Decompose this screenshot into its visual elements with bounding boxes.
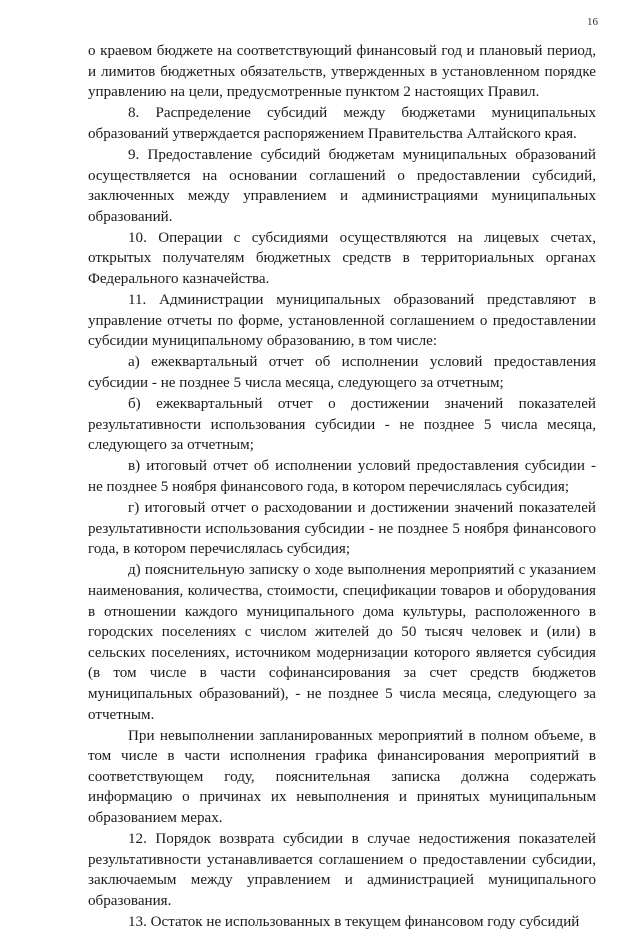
paragraph-item-11: 11. Администрации муниципальных образований представляют в управление отчеты по форме, установленной соглашением о предоставлении субсидии муниципальному образованию, в том числе: <box>88 292 596 350</box>
paragraph-subitem-g: г) итоговый отчет о расходовании и достижении значений показателей результативности использования субсидии - не позднее 5 ноября финансового года, в котором перечислялась субсидия; <box>88 500 596 558</box>
page-number: 16 <box>587 16 598 28</box>
paragraph-nonfulfillment: При невыполнении запланированных мероприятий в полном объеме, в том числе в части исполнения графика финансирования мероприятий в соответствующем году, пояснительная записка должна содержать информацию о причинах их невыполнения и принятых муниципальным образованием мерах. <box>88 727 596 826</box>
paragraph-subitem-v: в) итоговый отчет об исполнении условий предоставления субсидии - не позднее 5 ноября финансового года, в котором перечислялась субсидия; <box>88 458 596 495</box>
paragraph-item-13: 13. Остаток не использованных в текущем финансовом году субсидий <box>128 913 580 930</box>
paragraph-item-8: 8. Распределение субсидий между бюджетами муниципальных образований утверждается распоряжением Правительства Алтайского края. <box>88 105 596 142</box>
paragraph-continuation: о краевом бюджете на соответствующий финансовый год и плановый период, и лимитов бюджетных обязательств, утвержденных в установленном порядке управлению на цели, предусмотренные пунктом 2 настоящих Правил. <box>88 43 596 101</box>
document-body <box>88 41 596 933</box>
paragraph-subitem-d: д) пояснительную записку о ходе выполнения мероприятий с указанием наименования, количества, стоимости, спецификации товаров и оборудования в отношении каждого муниципального дома культуры, расположенного в городских поселениях с числом жителей до 50 тысяч человек и (или) в сельских поселениях, источником модернизации которого является субсидия (в том числе в части софинансирования за счет средств бюджетов муниципальных образований), - не позднее 5 числа месяца, следующего за отчетным. <box>88 562 596 723</box>
paragraph-item-12: 12. Порядок возврата субсидии в случае недостижения показателей результативности устанавливается соглашением о предоставлении субсидии, заключаемым между управлением и администрацией муниципального образования. <box>88 831 596 909</box>
paragraph-subitem-a: а) ежеквартальный отчет об исполнении условий предоставления субсидии - не позднее 5 числа месяца, следующего за отчетным; <box>88 354 596 391</box>
paragraph-subitem-b: б) ежеквартальный отчет о достижении значений показателей результативности использования субсидии - не позднее 5 числа месяца, следующего за отчетным; <box>88 396 596 454</box>
paragraph-item-10: 10. Операции с субсидиями осуществляются на лицевых счетах, открытых получателям бюджетных средств в территориальных органах Федерального казначейства. <box>88 229 596 288</box>
paragraph-item-9: 9. Предоставление субсидий бюджетам муниципальных образований осуществляется на основании соглашений о предоставлении субсидий, заключенных между управлением и администрациями муниципальных образований. <box>88 146 596 225</box>
